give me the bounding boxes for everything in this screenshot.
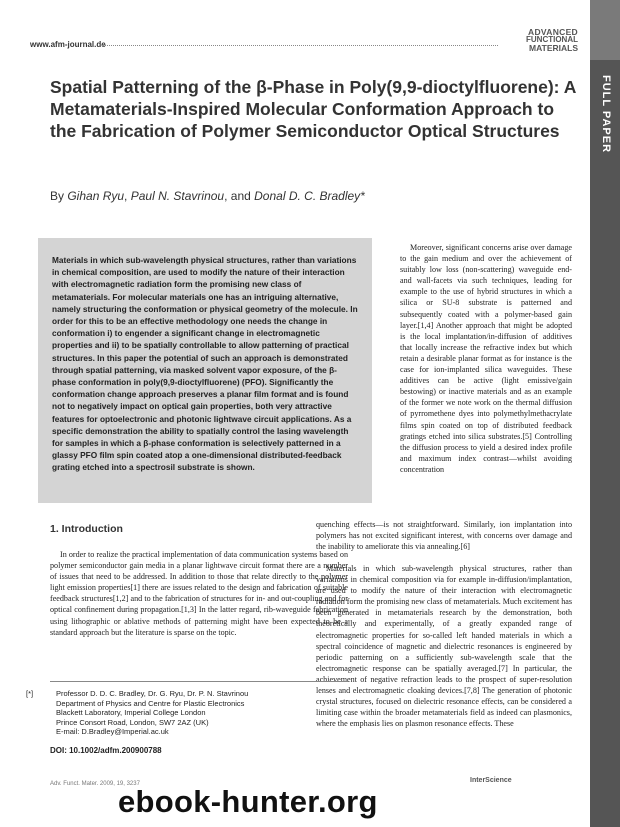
footnote-email[interactable]: E-mail: D.Bradley@Imperial.ac.uk — [56, 727, 169, 737]
side-tab-accent — [590, 0, 620, 60]
journal-logo-line1: ADVANCED — [528, 27, 578, 37]
article-title: Spatial Patterning of the β-Phase in Poly(9,9-dioctylfluorene): A Metamaterials-Inspired Molecular Conformation Approach to the Fabrication of Polymer Semiconductor Optical Structures — [50, 77, 576, 141]
author-line — [50, 189, 365, 203]
body-column-left — [50, 549, 348, 638]
body-paragraph: quenching effects—is not straightforward. Similarly, ion implantation into polymers has not excited significant interest, with concerns over damage and the inability to ameliorate this via annealing.[6] — [316, 520, 572, 552]
footnote-rule — [50, 681, 348, 682]
section-heading: 1. Introduction — [50, 523, 123, 535]
side-tab — [590, 0, 620, 827]
journal-url: www.afm-journal.de — [30, 40, 106, 49]
side-tab-label: FULL PAPER — [600, 74, 612, 154]
publisher-logo: InterScience — [470, 777, 512, 784]
author-name: Gihan Ryu — [67, 189, 125, 203]
footnote-line: Department of Physics and Centre for Plastic Electronics — [56, 698, 245, 708]
body-column-right-lower — [316, 519, 572, 552]
author-name: Paul N. Stavrinou — [130, 189, 225, 203]
footnote-line: Prince Consort Road, London, SW7 2AZ (UK) — [56, 717, 209, 727]
footer-citation: Adv. Funct. Mater. 2009, 19, 3237 — [50, 781, 140, 787]
body-column-right — [400, 242, 572, 475]
affiliation-footnote — [26, 689, 348, 737]
journal-logo-line2: FUNCTIONAL — [526, 35, 578, 44]
body-paragraph: In order to realize the practical implementation of data communication systems based on polymer semiconductor gain media in a planar lightwave circuit format there are a number of issues that need to be addressed. In addition to those that relate directly to the polymer light emission properties[1] there are issues related to the design and fabrication of suitable feedback structures[1,2] and to the fabrication of structures for in- and out-coupling and for optical confinement during propagation.[1,3] In the latter regard, rib-waveguide fabrication using lithographic or ablative methods of patterning might have been expected to be a standard approach but the literature is sparse on the topic. — [50, 550, 348, 637]
doi-line[interactable]: DOI: 10.1002/adfm.200900788 — [50, 746, 162, 755]
author-name: Donal D. C. Bradley* — [254, 189, 365, 203]
body-paragraph: Materials in which sub-wavelength physical structures, rather than variations in chemical composition via for example in-diffusion/implantation, are used to modify the nature of their interaction with electromagnetic radiation form the promising new class of metamaterials. Much excitement has been generated in metamaterials research by the demonstration, both theoretically and experimentally, of a greatly expanded range of electromagnetic properties for so-called left handed materials in which a spectral coincidence of magnetic and dielectric resonances is engineered by periodic patterning on a sufficiently sub-wavelength scale that the electromagnetic response can be spatially averaged.[7] In particular, the achievement of negative refraction leads to the prospect of super-resolution lenses and electromagnetic cloaking devices.[7,8] The generation of photonic crystal structures, focused on dielectric resonance effects, can be considered a limiting case within the broader metamaterials field as indeed can plasmonics, where the emphasis lies on plasmon resonance effects. These — [316, 564, 573, 729]
header-rule — [102, 45, 498, 46]
author-separator: , and — [224, 189, 255, 203]
journal-logo-line3: MATERIALS — [529, 43, 578, 53]
footnote-line: Professor D. D. C. Bradley, Dr. G. Ryu, Dr. P. N. Stavrinou — [56, 689, 249, 698]
journal-logo — [500, 28, 578, 52]
footnote-marker: [*] — [26, 689, 34, 698]
body-column-right-lower-2 — [316, 563, 572, 729]
watermark: ebook-hunter.org — [118, 784, 378, 819]
body-paragraph: Moreover, significant concerns arise over damage to the gain medium and over the achievement of suitably low loss (non-scattering) waveguide end- and wall-facets via such techniques, leading for example to the use of hybrid structures in which a silica or SU-8 substrate is patterned and subsequently coated with a polymer-based gain layer.[1,4] Another approach that might be adopted is the local implantation/in-diffusion of additives that locally increase the refractive index but which retain a desirable planar format as for instance is the case for ion-implanted silica waveguides. These additives can be active (light emissive/gain bestowing) or inactive materials and as an example of the former we note work on the thermal diffusion of pyrromethene dyes into polymethylmethacrylate films spin coated on top of distributed feedback gratings etched into silica substrates.[5] Controlling the diffusion process to yield a desired index profile and maximum index contrast—whilst avoiding concentration — [400, 243, 572, 474]
abstract-text: Materials in which sub-wavelength physical structures, rather than variations in chemical composition, are used to modify the nature of their interaction with electromagnetic radiation form the promising new class of metamaterials. For molecular materials one has an intriguing alternative, namely structuring the conformation or physical geometry of the molecule. In order for this to be an effective methodology one needs the change in conformation i) to engender a significant change in electromagnetic properties and ii) to be spatially controllable to allow patterning of practical structures. In this paper the potential of such an approach is demonstrated through spatial patterning, via masked solvent vapor exposure, of the β-phase conformation in poly(9,9-dioctylfluorene) (PFO). Significantly the conformation change approach preserves a planar film format and is found not to negatively impact on optical gain properties, both very attractive features for optoelectronic and photonic lightwave circuit applications. As a specific demonstration the ability to spatially control the lasing wavelength for samples in which a β-phase conformation is selectively patterned in a glassy PFO film spin coated atop a one-dimensional distributed-feedback grating etched into a spectrosil substrate is shown. — [52, 255, 358, 473]
abstract-box — [38, 238, 372, 503]
authors-prefix: By — [50, 189, 68, 203]
author-separator: , — [124, 189, 131, 203]
footnote-line: Blackett Laboratory, Imperial College London — [56, 708, 206, 718]
